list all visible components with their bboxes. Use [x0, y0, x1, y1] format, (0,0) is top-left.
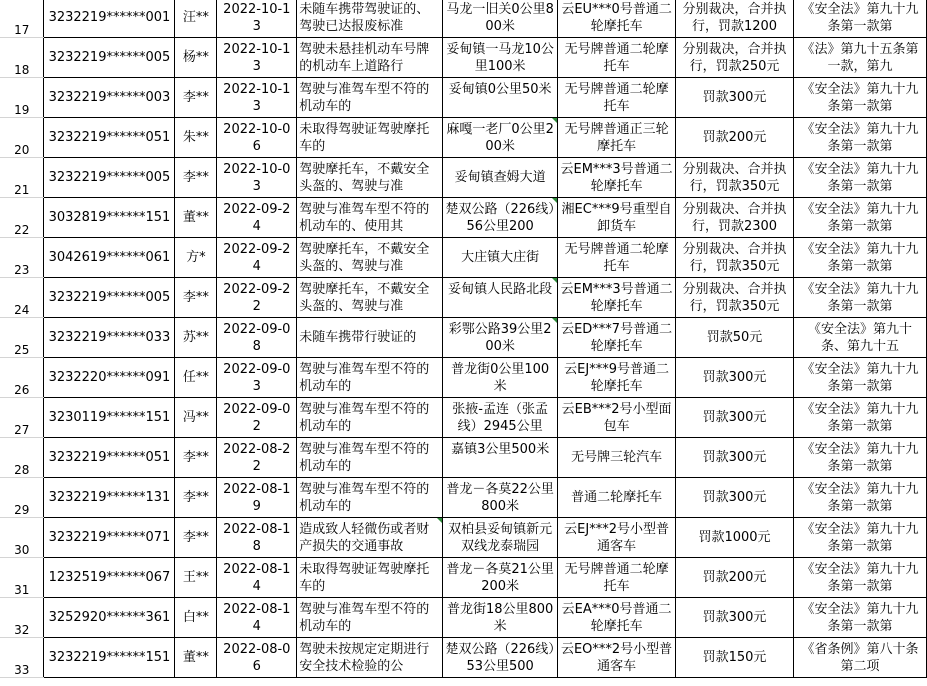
vehicle-cell[interactable]: 湘EC***9号重型自卸货车 — [558, 198, 676, 238]
person-name-cell[interactable]: 董** — [175, 198, 217, 238]
table-row — [0, 438, 927, 478]
vehicle-cell[interactable]: 云ED***7号普通二轮摩托车 — [558, 318, 676, 358]
table-row — [0, 358, 927, 398]
penalty-cell[interactable]: 罚款150元 — [676, 638, 794, 678]
date-cell[interactable]: 2022-09-03 — [217, 358, 297, 398]
table-row — [0, 598, 927, 638]
row-number-cell[interactable]: 31 — [0, 558, 44, 598]
table-row — [0, 638, 927, 678]
person-name-cell[interactable]: 冯** — [175, 398, 217, 438]
id-number-cell[interactable]: 3232219******071 — [44, 518, 175, 558]
date-cell[interactable]: 2022-08-14 — [217, 558, 297, 598]
location-cell[interactable]: 麻嘎一老厂0公里200米 — [443, 118, 558, 158]
violation-cell[interactable]: 驾驶与准驾车型不符的机动车的 — [297, 398, 443, 438]
law-basis-cell[interactable]: 《安全法》第九十九条第一款第 — [793, 518, 926, 558]
location-cell[interactable]: 楚双公路（226线）56公里200 — [443, 198, 558, 238]
law-basis-cell[interactable]: 《安全法》第九十九条第一款第 — [793, 118, 926, 158]
row-number-cell[interactable]: 17 — [0, 0, 44, 38]
penalty-cell[interactable]: 分别裁决、合并执行，罚款350元 — [676, 158, 794, 198]
person-name-cell[interactable]: 方* — [175, 238, 217, 278]
table-row — [0, 518, 927, 558]
table-row — [0, 198, 927, 238]
id-number-cell[interactable]: 3232219******151 — [44, 638, 175, 678]
id-number-cell[interactable]: 3232219******131 — [44, 478, 175, 518]
date-cell[interactable]: 2022-08-14 — [217, 598, 297, 638]
person-name-cell[interactable]: 苏** — [175, 318, 217, 358]
law-basis-cell[interactable]: 《安全法》第九十九条第一款第 — [793, 158, 926, 198]
person-name-cell[interactable]: 董** — [175, 638, 217, 678]
date-cell[interactable]: 2022-09-08 — [217, 318, 297, 358]
violation-cell[interactable]: 驾驶与准驾车型不符的机动车的、使用其 — [297, 198, 443, 238]
date-cell[interactable]: 2022-08-19 — [217, 478, 297, 518]
table-row — [0, 78, 927, 118]
cell-note-marker — [552, 198, 557, 203]
location-cell[interactable]: 妥甸镇一马龙10公里100米 — [443, 38, 558, 78]
table-row — [0, 558, 927, 598]
table-row — [0, 478, 927, 518]
date-cell[interactable]: 2022-10-13 — [217, 78, 297, 118]
violation-cell[interactable]: 未随车携带行驶证的 — [297, 318, 443, 358]
id-number-cell[interactable]: 3032819******151 — [44, 198, 175, 238]
violation-cell[interactable]: 驾驶与准驾车型不符的机动车的 — [297, 438, 443, 478]
date-cell[interactable]: 2022-09-24 — [217, 238, 297, 278]
law-basis-cell[interactable]: 《安全法》第九十九条第一款第 — [793, 198, 926, 238]
cell-note-marker — [552, 318, 557, 323]
law-basis-cell[interactable]: 《安全法》第九十九条第一款第 — [793, 478, 926, 518]
law-basis-cell[interactable]: 《安全法》第九十九条第一款第 — [793, 558, 926, 598]
id-number-cell[interactable]: 3232219******005 — [44, 158, 175, 198]
location-cell[interactable]: 双柏县妥甸镇新元双线龙泰瑞园 — [443, 518, 558, 558]
row-number-cell[interactable]: 23 — [0, 238, 44, 278]
vehicle-cell[interactable]: 无号牌普通正三轮摩托车 — [558, 118, 676, 158]
penalty-cell[interactable]: 罚款300元 — [676, 478, 794, 518]
row-number-cell[interactable]: 20 — [0, 118, 44, 158]
violation-cell[interactable]: 驾驶未悬挂机动车号牌的机动车上道路行 — [297, 38, 443, 78]
id-number-cell[interactable]: 3252920******361 — [44, 598, 175, 638]
location-cell[interactable]: 大庄镇大庄街 — [443, 238, 558, 278]
person-name-cell[interactable]: 李** — [175, 278, 217, 318]
law-basis-cell[interactable]: 《省条例》第八十条第二项 — [793, 638, 926, 678]
penalty-cell[interactable]: 罚款300元 — [676, 598, 794, 638]
row-number-cell[interactable]: 29 — [0, 478, 44, 518]
penalty-cell[interactable]: 分别裁决、合并执行，罚款2300 — [676, 198, 794, 238]
location-cell[interactable]: 妥甸镇0公里50米 — [443, 78, 558, 118]
id-number-cell[interactable]: 3230119******151 — [44, 398, 175, 438]
id-number-cell[interactable]: 3232219******005 — [44, 278, 175, 318]
location-cell[interactable]: 普龙－各莫21公里200米 — [443, 558, 558, 598]
law-basis-cell[interactable]: 《安全法》第九十九条第一款第 — [793, 78, 926, 118]
vehicle-cell[interactable]: 云EB***2号小型面包车 — [558, 398, 676, 438]
vehicle-cell[interactable]: 云EJ***2号小型普通客车 — [558, 518, 676, 558]
vehicle-cell[interactable]: 云EO***2号小型普通客车 — [558, 638, 676, 678]
date-cell[interactable]: 2022-10-06 — [217, 118, 297, 158]
law-basis-cell[interactable]: 《安全法》第九十九条第一款第 — [793, 278, 926, 318]
penalty-cell[interactable]: 罚款50元 — [676, 318, 794, 358]
table-row — [0, 238, 927, 278]
vehicle-cell[interactable]: 云EM***3号普通二轮摩托车 — [558, 278, 676, 318]
vehicle-cell[interactable]: 云EU***0号普通二轮摩托车 — [558, 0, 676, 38]
vehicle-cell[interactable]: 云EM***3号普通二轮摩托车 — [558, 158, 676, 198]
law-basis-cell[interactable]: 《安全法》第九十九条第一款第 — [793, 238, 926, 278]
penalty-cell[interactable]: 分别裁决，合并执行，罚款250元 — [676, 38, 794, 78]
violation-cell[interactable]: 未取得驾驶证驾驶摩托车的 — [297, 118, 443, 158]
location-cell[interactable]: 彩鄂公路39公里200米 — [443, 318, 558, 358]
location-cell[interactable]: 普龙街18公里800米 — [443, 598, 558, 638]
table-row — [0, 278, 927, 318]
date-cell[interactable]: 2022-09-24 — [217, 198, 297, 238]
violation-cell[interactable]: 驾驶摩托车，不戴安全头盔的、驾驶与准 — [297, 238, 443, 278]
person-name-cell[interactable]: 杨** — [175, 38, 217, 78]
person-name-cell[interactable]: 李** — [175, 518, 217, 558]
id-number-cell[interactable]: 3232219******051 — [44, 438, 175, 478]
law-basis-cell[interactable]: 《安全法》第九十九条第一款第 — [793, 0, 926, 38]
penalty-cell[interactable]: 分别裁决、合并执行，罚款350元 — [676, 278, 794, 318]
row-number-cell[interactable]: 22 — [0, 198, 44, 238]
row-number-cell[interactable]: 30 — [0, 518, 44, 558]
penalty-cell[interactable]: 分别裁决、合并执行，罚款350元 — [676, 238, 794, 278]
vehicle-cell[interactable]: 云EJ***9号普通二轮摩托车 — [558, 358, 676, 398]
row-number-cell[interactable]: 19 — [0, 78, 44, 118]
id-number-cell[interactable]: 3042619******061 — [44, 238, 175, 278]
violation-cell[interactable]: 驾驶与准驾车型不符的机动车的 — [297, 598, 443, 638]
vehicle-cell[interactable]: 无号牌普通二轮摩托车 — [558, 558, 676, 598]
row-number-cell[interactable]: 32 — [0, 598, 44, 638]
violation-cell[interactable]: 未取得驾驶证驾驶摩托车的 — [297, 558, 443, 598]
table-row — [0, 38, 927, 78]
table-row — [0, 0, 927, 38]
date-cell[interactable]: 2022-09-02 — [217, 398, 297, 438]
row-number-cell[interactable]: 25 — [0, 318, 44, 358]
cell-note-marker — [437, 518, 442, 523]
vehicle-cell[interactable]: 无号牌普通二轮摩托车 — [558, 78, 676, 118]
vehicle-cell[interactable]: 无号牌普通二轮摩托车 — [558, 38, 676, 78]
table-row — [0, 318, 927, 358]
penalty-cell[interactable]: 罚款200元 — [676, 118, 794, 158]
row-number-cell[interactable]: 33 — [0, 638, 44, 678]
date-cell[interactable]: 2022-10-03 — [217, 158, 297, 198]
id-number-cell[interactable]: 3232219******001 — [44, 0, 175, 38]
cell-note-marker — [552, 278, 557, 283]
law-basis-cell[interactable]: 《安全法》第九十九条第一款第 — [793, 398, 926, 438]
id-number-cell[interactable]: 3232219******033 — [44, 318, 175, 358]
row-number-cell[interactable]: 27 — [0, 398, 44, 438]
location-cell[interactable]: 马龙一旧关0公里800米 — [443, 0, 558, 38]
id-number-cell[interactable]: 3232219******003 — [44, 78, 175, 118]
violation-cell[interactable]: 未随车携带驾驶证的、驾驶已达报废标准 — [297, 0, 443, 38]
location-cell[interactable]: 妥甸镇查姆大道 — [443, 158, 558, 198]
penalty-cell[interactable]: 罚款300元 — [676, 78, 794, 118]
cell-note-marker — [552, 118, 557, 123]
violation-cell[interactable]: 驾驶与准驾车型不符的机动车的 — [297, 358, 443, 398]
law-basis-cell[interactable]: 《安全法》第九十九条第一款第 — [793, 438, 926, 478]
location-cell[interactable]: 楚双公路（226线）53公里500 — [443, 638, 558, 678]
location-cell[interactable]: 嘉镇3公里500米 — [443, 438, 558, 478]
person-name-cell[interactable]: 李** — [175, 438, 217, 478]
person-name-cell[interactable]: 李** — [175, 78, 217, 118]
person-name-cell[interactable]: 任** — [175, 358, 217, 398]
location-cell[interactable]: 普龙街0公里100米 — [443, 358, 558, 398]
table-row — [0, 118, 927, 158]
table-row — [0, 398, 927, 438]
penalty-cell[interactable]: 分别裁决，合并执行，罚款1200 — [676, 0, 794, 38]
penalty-cell[interactable]: 罚款300元 — [676, 398, 794, 438]
vehicle-cell[interactable]: 无号牌三轮汽车 — [558, 438, 676, 478]
penalty-cell[interactable]: 罚款300元 — [676, 438, 794, 478]
vehicle-cell[interactable]: 云EA***0号普通二轮摩托车 — [558, 598, 676, 638]
violation-cell[interactable]: 驾驶与准驾车型不符的机动车的 — [297, 78, 443, 118]
penalty-cell[interactable]: 罚款200元 — [676, 558, 794, 598]
person-name-cell[interactable]: 白** — [175, 598, 217, 638]
date-cell[interactable]: 2022-10-13 — [217, 38, 297, 78]
id-number-cell[interactable]: 3232219******051 — [44, 118, 175, 158]
violation-cell[interactable]: 造成致人轻微伤或者财产损失的交通事故 — [297, 518, 443, 558]
date-cell[interactable]: 2022-08-06 — [217, 638, 297, 678]
law-basis-cell[interactable]: 《安全法》第九十九条第一款第 — [793, 358, 926, 398]
violation-cell[interactable]: 驾驶未按规定定期进行安全技术检验的公 — [297, 638, 443, 678]
person-name-cell[interactable]: 朱** — [175, 118, 217, 158]
vehicle-cell[interactable]: 无号牌普通二轮摩托车 — [558, 238, 676, 278]
penalty-cell[interactable]: 罚款1000元 — [676, 518, 794, 558]
vehicle-cell[interactable]: 普通二轮摩托车 — [558, 478, 676, 518]
date-cell[interactable]: 2022-09-22 — [217, 278, 297, 318]
id-number-cell[interactable]: 3232219******005 — [44, 38, 175, 78]
row-number-cell[interactable]: 21 — [0, 158, 44, 198]
table-row — [0, 158, 927, 198]
location-cell[interactable]: 普龙－各莫22公里800米 — [443, 478, 558, 518]
penalty-cell[interactable]: 罚款300元 — [676, 358, 794, 398]
row-number-cell[interactable]: 18 — [0, 38, 44, 78]
law-basis-cell[interactable]: 《安全法》第九十九条第一款第 — [793, 598, 926, 638]
id-number-cell[interactable]: 1232519******067 — [44, 558, 175, 598]
person-name-cell[interactable]: 李** — [175, 478, 217, 518]
date-cell[interactable]: 2022-08-18 — [217, 518, 297, 558]
row-number-cell[interactable]: 28 — [0, 438, 44, 478]
location-cell[interactable]: 张掖-孟连（张孟线）2945公里 — [443, 398, 558, 438]
row-number-cell[interactable]: 24 — [0, 278, 44, 318]
person-name-cell[interactable]: 李** — [175, 158, 217, 198]
location-cell[interactable]: 妥甸镇人民路北段 — [443, 278, 558, 318]
id-number-cell[interactable]: 3232220******091 — [44, 358, 175, 398]
date-cell[interactable]: 2022-08-22 — [217, 438, 297, 478]
law-basis-cell[interactable]: 《安全法》第九十条、第九十五 — [793, 318, 926, 358]
person-name-cell[interactable]: 汪** — [175, 0, 217, 38]
law-basis-cell[interactable]: 《法》第九十五条第一款，第九 — [793, 38, 926, 78]
date-cell[interactable]: 2022-10-13 — [217, 0, 297, 38]
violation-cell[interactable]: 驾驶摩托车，不戴安全头盔的、驾驶与准 — [297, 158, 443, 198]
row-number-cell[interactable]: 26 — [0, 358, 44, 398]
violation-cell[interactable]: 驾驶摩托车，不戴安全头盔的、驾驶与准 — [297, 278, 443, 318]
violation-cell[interactable]: 驾驶与准驾车型不符的机动车的 — [297, 478, 443, 518]
person-name-cell[interactable]: 王** — [175, 558, 217, 598]
